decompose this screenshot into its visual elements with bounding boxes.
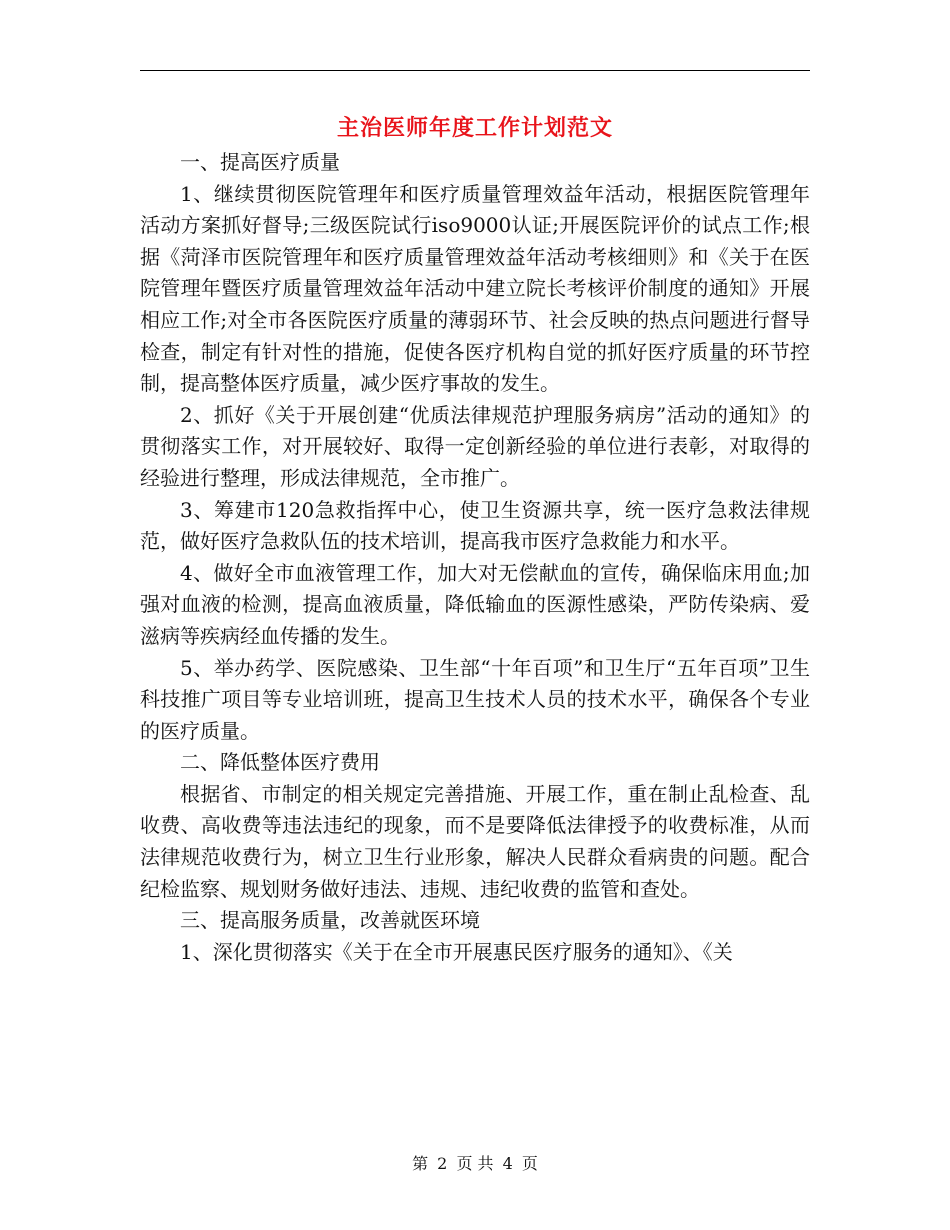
paragraph-2: 2、抓好《关于开展创建“优质法律规范护理服务病房”活动的通知》的贯彻落实工作，对开展较好、取得一定创新经验的单位进行表彰，对取得的经验进行整理，形成法律规范，全市推广。 bbox=[140, 402, 810, 490]
footer-suffix: 页 bbox=[521, 1154, 538, 1173]
footer-middle: 页 共 bbox=[456, 1154, 494, 1173]
paragraph-4: 4、做好全市血液管理工作，加大对无偿献血的宣传，确保临床用血;加强对血液的检测，提高血液质量，降低输血的医源性感染，严防传染病、爱滋病等疾病经血传播的发生。 bbox=[140, 560, 810, 648]
section-heading-3: 三、提高服务质量，改善就医环境 bbox=[180, 908, 480, 933]
page-footer bbox=[0, 1152, 950, 1176]
document-body bbox=[140, 147, 810, 968]
footer-total-pages: 4 bbox=[502, 1154, 513, 1173]
footer-prefix: 第 bbox=[412, 1154, 429, 1173]
section-heading-2: 二、降低整体医疗费用 bbox=[180, 750, 380, 775]
paragraph-6: 根据省、市制定的相关规定完善措施、开展工作，重在制止乱检查、乱收费、高收费等违法违纪的现象，而不是要降低法律授予的收费标准，从而法律规范收费行为，树立卫生行业形象，解决人民群众看病贵的问题。配合纪检监察、规划财务做好违法、违规、违纪收费的监管和查处。 bbox=[140, 781, 810, 901]
paragraph-3: 3、筹建市120急救指挥中心，使卫生资源共享，统一医疗急救法律规范，做好医疗急救队伍的技术培训，提高我市医疗急救能力和水平。 bbox=[140, 497, 810, 554]
paragraph-7: 1、深化贯彻落实《关于在全市开展惠民医疗服务的通知》、《关 bbox=[180, 939, 733, 964]
paragraph-1: 1、继续贯彻医院管理年和医疗质量管理效益年活动，根据医院管理年活动方案抓好督导;三级医院试行iso9000认证;开展医院评价的试点工作;根据《菏泽市医院管理年和医疗质量管理效益年活动考核细则》和《关于在医院管理年暨医疗质量管理效益年活动中建立院长考核评价制度的通知》开展相应工作;对全市各医院医疗质量的薄弱环节、社会反映的热点问题进行督导检查，制定有针对性的措施，促使各医疗机构自觉的抓好医疗质量的环节控制，提高整体医疗质量，减少医疗事故的发生。 bbox=[140, 181, 810, 396]
paragraph-5: 5、举办药学、医院感染、卫生部“十年百项”和卫生厅“五年百项”卫生科技推广项目等专业培训班，提高卫生技术人员的技术水平，确保各个专业的医疗质量。 bbox=[140, 655, 810, 743]
header-rule bbox=[140, 70, 810, 71]
footer-page-number: 2 bbox=[437, 1154, 448, 1173]
document-title: 主治医师年度工作计划范文 bbox=[336, 115, 613, 141]
section-heading-1: 一、提高医疗质量 bbox=[180, 150, 340, 174]
